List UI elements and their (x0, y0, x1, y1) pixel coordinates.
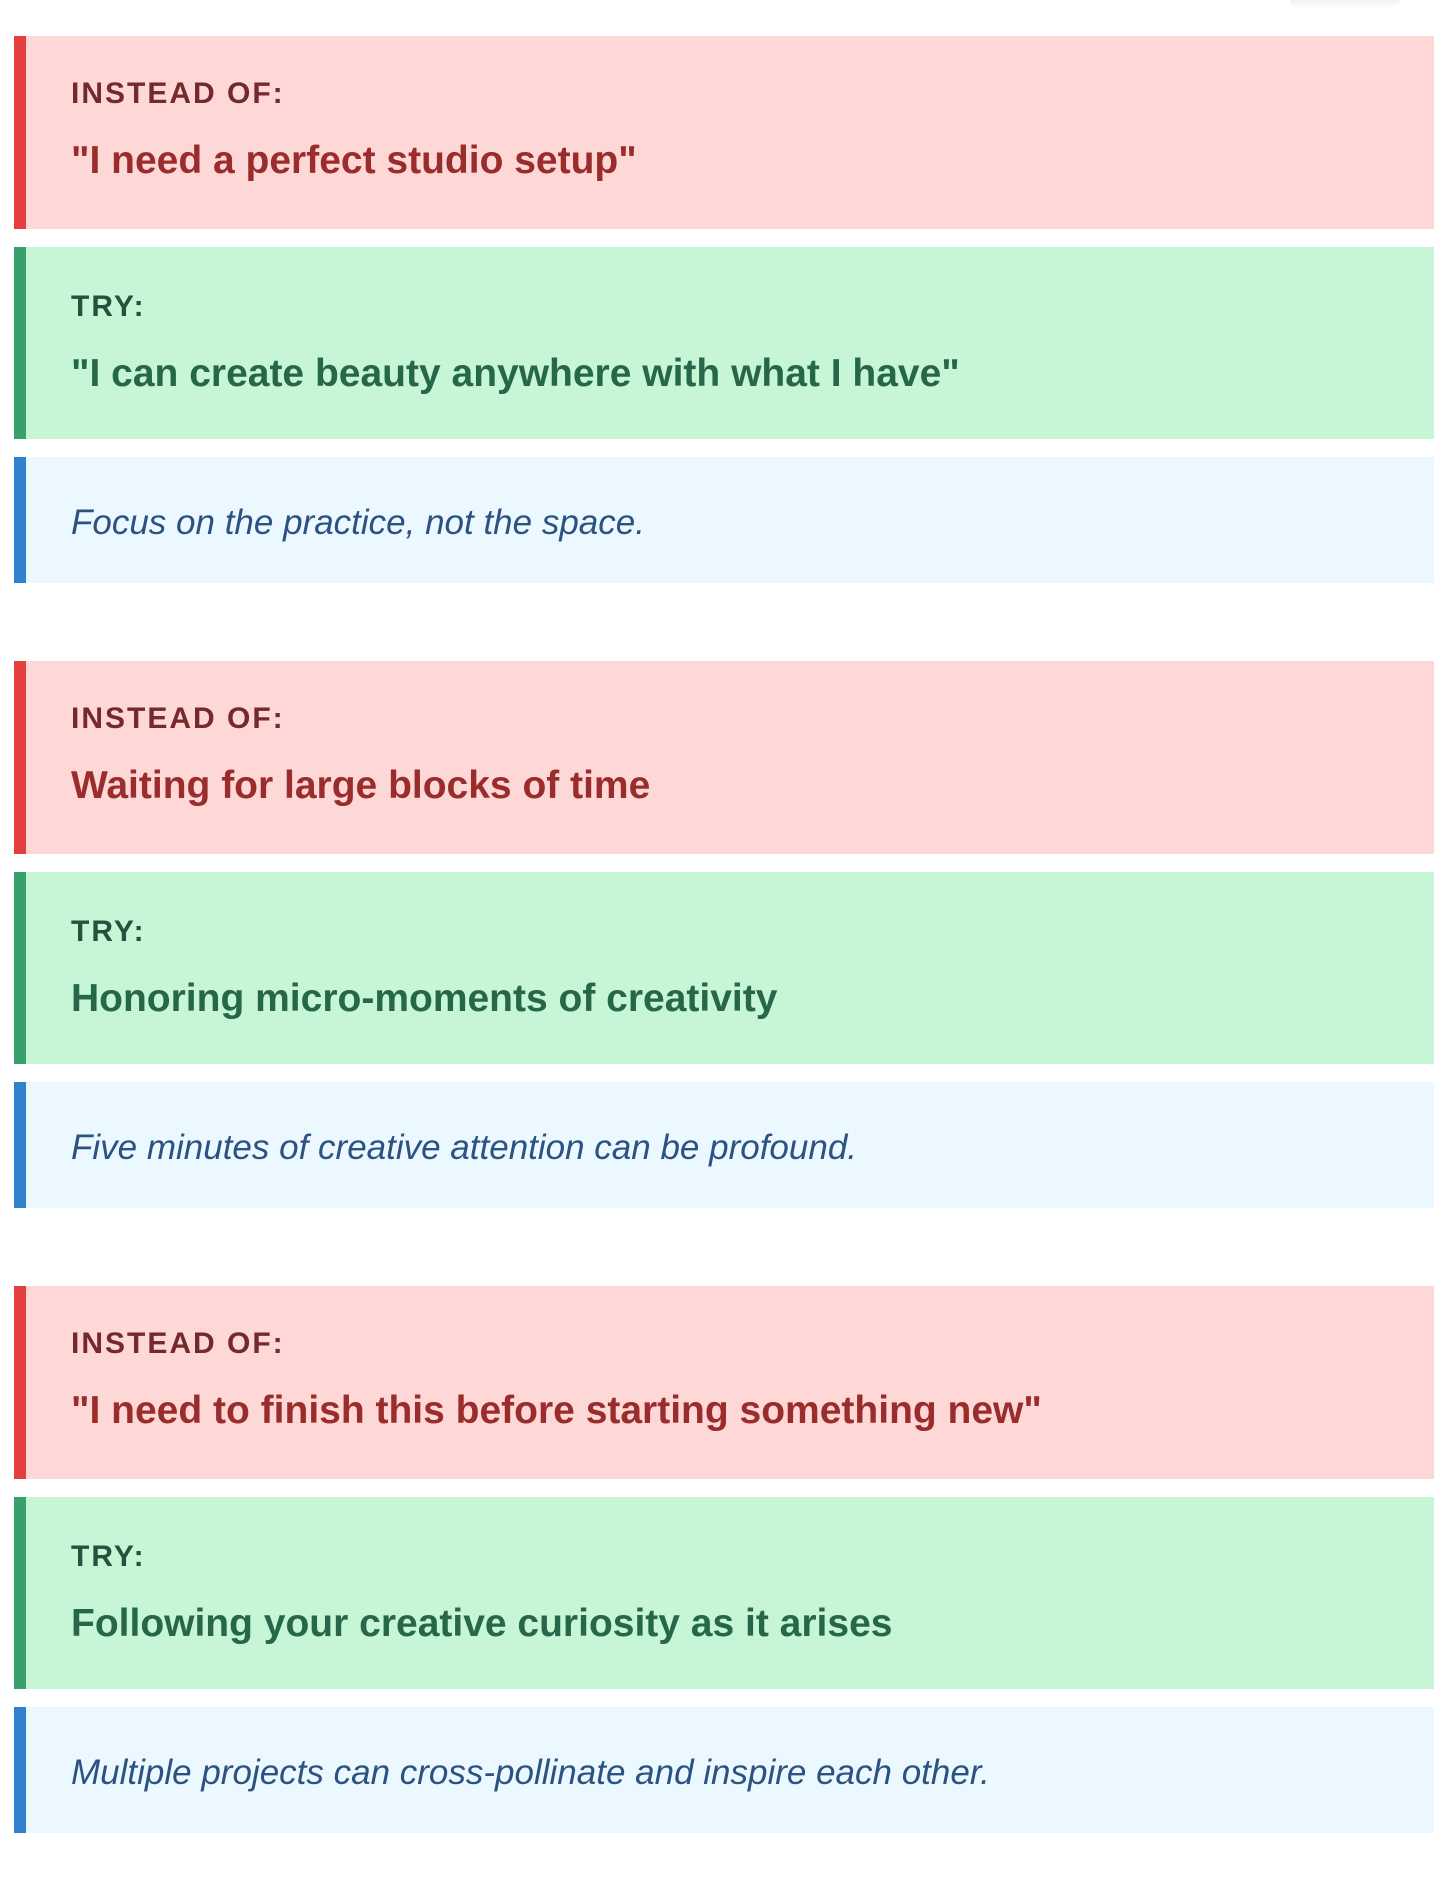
try-label: TRY: (71, 1540, 146, 1573)
note-text: Focus on the practice, not the space. (71, 503, 645, 542)
try-card (14, 872, 1434, 1064)
reframe-group (14, 36, 1434, 583)
try-card (14, 1497, 1434, 1689)
note-text: Multiple projects can cross-pollinate and inspire each other. (71, 1753, 990, 1792)
note-card (14, 457, 1434, 583)
reframe-list (14, 36, 1434, 1833)
reframe-group (14, 661, 1434, 1208)
try-text: Following your creative curiosity as it arises (71, 1602, 893, 1645)
instead-of-text: "I need to finish this before starting something new" (71, 1389, 1042, 1432)
instead-of-card (14, 36, 1434, 229)
instead-of-card (14, 1286, 1434, 1479)
instead-of-label: INSTEAD OF: (71, 1327, 285, 1360)
note-text: Five minutes of creative attention can be profound. (71, 1128, 858, 1167)
try-label: TRY: (71, 915, 146, 948)
instead-of-card (14, 661, 1434, 854)
try-card (14, 247, 1434, 439)
reframe-group (14, 1286, 1434, 1833)
try-text: Honoring micro-moments of creativity (71, 977, 778, 1020)
instead-of-text: Waiting for large blocks of time (71, 764, 651, 807)
try-label: TRY: (71, 290, 146, 323)
instead-of-text: "I need a perfect studio setup" (71, 139, 637, 182)
note-card (14, 1707, 1434, 1833)
try-text: "I can create beauty anywhere with what I have" (71, 352, 960, 395)
note-card (14, 1082, 1434, 1208)
instead-of-label: INSTEAD OF: (71, 702, 285, 735)
top-edge-shadow (1290, 0, 1400, 8)
instead-of-label: INSTEAD OF: (71, 77, 285, 110)
